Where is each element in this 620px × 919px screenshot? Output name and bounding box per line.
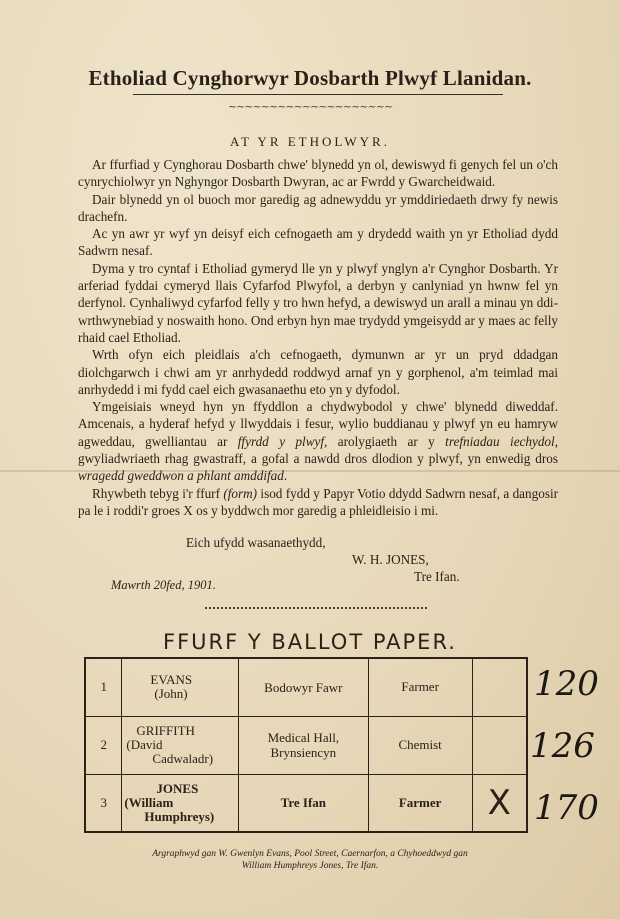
handwritten-tally: 120 bbox=[534, 664, 599, 704]
paragraph-text: , arolygiaeth ar y bbox=[324, 433, 446, 449]
letter-body bbox=[78, 156, 558, 519]
candidate-forenames: (David bbox=[126, 737, 163, 752]
candidate-occupation: Farmer bbox=[368, 658, 472, 716]
candidate-surname: EVANS bbox=[150, 672, 193, 688]
letter-date: Mawrth 20fed, 1901. bbox=[111, 578, 216, 592]
dotted-divider bbox=[205, 607, 427, 609]
candidate-address: Bodowyr Fawr bbox=[238, 658, 368, 716]
title-underline bbox=[133, 94, 503, 95]
candidate-name bbox=[122, 658, 239, 716]
vote-box bbox=[472, 716, 527, 774]
italic-phrase: wragedd gweddwon a phlant amddifad bbox=[78, 468, 284, 484]
letter-paragraph: Ac yn awr yr wyf yn deisyf eich cefnogaeth am y drydedd waith yn yr Etholiad dydd Sadwrn nesaf. bbox=[78, 226, 558, 259]
italic-phrase: (form) bbox=[223, 485, 258, 501]
handwritten-tally: 170 bbox=[534, 788, 599, 828]
vote-box bbox=[472, 658, 527, 716]
table-row bbox=[85, 774, 527, 832]
candidate-forenames: (John) bbox=[154, 686, 188, 702]
letter-paragraph bbox=[78, 398, 558, 484]
letter-paragraph: Ar ffurfiad y Cynghorau Dosbarth chwe' blynedd yn ol, dewiswyd fi genych fel un o'ch cynrychiolwyr yn Nghyngor Dosbarth Dwyran, ac ar Fwrdd y Gwarcheidwaid. bbox=[78, 157, 558, 190]
italic-phrase: ffyrdd y plwyf bbox=[237, 433, 325, 449]
imprint-line: William Humphreys Jones, Tre Ifan. bbox=[241, 861, 379, 871]
paragraph-text: isod fydd y Papyr Votio ddydd bbox=[257, 485, 422, 501]
candidate-number: 2 bbox=[85, 716, 122, 774]
paragraph-text: Sadwrn nesaf, a dangosir pa le i roddi'r groes X os y byddwch mor garedig a phleidleisio i mi. bbox=[78, 485, 559, 518]
printer-imprint bbox=[80, 848, 540, 872]
signature-place: Tre Ifan. bbox=[414, 569, 460, 584]
signature-name: W. H. JONES, bbox=[352, 552, 429, 567]
ballot-table bbox=[84, 657, 528, 833]
candidate-number: 1 bbox=[85, 658, 122, 716]
candidate-forenames: (William bbox=[124, 794, 174, 810]
table-row bbox=[85, 658, 527, 716]
imprint-line: Argraphwyd gan W. Gwenlyn Evans, Pool Street, Caernarfon, a Chyhoeddwyd gan bbox=[152, 849, 468, 859]
paragraph-text: Rhywbeth tebyg i'r ffurf bbox=[92, 485, 224, 501]
candidate-address bbox=[238, 716, 368, 774]
letter-paragraph: Dyma y tro cyntaf i Etholiad gymeryd lle yn y plwyf ynglyn a'r Cynghor Dosbarth. Yr arferiad fyddai cymeryd llais Cyfarfod Plwyfol, a derbyn y canlyniad yn hwnw fel yn derfynol. Cynhaliwyd cyfarfod felly y tro hwn hefyd, a dewiswyd un arall a minau yn ddi-wrthwynebiad y noswaith hono. Ond erbyn hyn mae trydydd ymgeisydd ar y maes ac felly rhaid cael Etholiad. bbox=[78, 260, 558, 345]
letter-paragraph: Wrth ofyn eich pleidlais a'ch cefnogaeth, dymunwn ar yr un pryd ddadgan diolchgarwch i chwi am yr anrhydedd roddwyd arnaf yn y gorphenol, a'm teimlad mai anrhydedd i mi fydd cael eich gwasanaethu eto yn y dyfodol. bbox=[78, 347, 558, 397]
candidate-forenames-cont: Humphreys) bbox=[144, 808, 215, 824]
paragraph-text: . bbox=[283, 468, 288, 484]
ballot-heading: FFURF Y BALLOT PAPER. bbox=[163, 630, 457, 654]
letter-paragraph: Dair blynedd yn ol buoch mor garedig ag adnewyddu yr ymddiriedaeth drwy fy newis drachefn. bbox=[78, 191, 558, 224]
candidate-name bbox=[122, 774, 239, 832]
candidate-occupation: Farmer bbox=[368, 774, 472, 832]
candidate-forenames-cont: Cadwaladr) bbox=[152, 751, 214, 766]
candidate-address: Tre Ifan bbox=[238, 774, 368, 832]
candidate-number: 3 bbox=[85, 774, 122, 832]
italic-phrase: trefniadau iechydol bbox=[445, 433, 555, 449]
page-title: Etholiad Cynghorwyr Dosbarth Plwyf Llanidan. bbox=[88, 66, 532, 90]
address-line: Medical Hall, bbox=[267, 730, 340, 745]
salutation: AT YR ETHOLWYR. bbox=[230, 134, 390, 149]
letter-paragraph bbox=[78, 485, 558, 520]
candidate-occupation: Chemist bbox=[368, 716, 472, 774]
vote-cross-mark: X bbox=[472, 774, 527, 832]
candidate-surname: JONES bbox=[156, 780, 199, 796]
candidate-name bbox=[122, 716, 239, 774]
handwritten-tally: 126 bbox=[530, 726, 595, 766]
letter-closing: Eich ufydd wasanaethydd, bbox=[186, 535, 326, 550]
address-line: Brynsiencyn bbox=[270, 745, 337, 760]
title-ornament: ~~~~~~~~~~~~~~~~~~~~ bbox=[227, 100, 393, 113]
candidate-surname: GRIFFITH bbox=[136, 723, 195, 738]
table-row bbox=[85, 716, 527, 774]
paragraph-text: Ymgeisiais wneyd hyn yn ffyddlon a chydwybodol y chwe' blynedd diweddaf. Amcenais, a hyderaf hefyd y llwyddais i fesur, wylio buddianau y plwyf yn eu hamryw agweddau, gwelliantau ar bbox=[78, 399, 558, 449]
paragraph-text: , gwyliadwriaeth rhag gwastraff, a gofal a nawdd dros dlodion y plwyf, yn enwedig dros bbox=[78, 433, 558, 467]
